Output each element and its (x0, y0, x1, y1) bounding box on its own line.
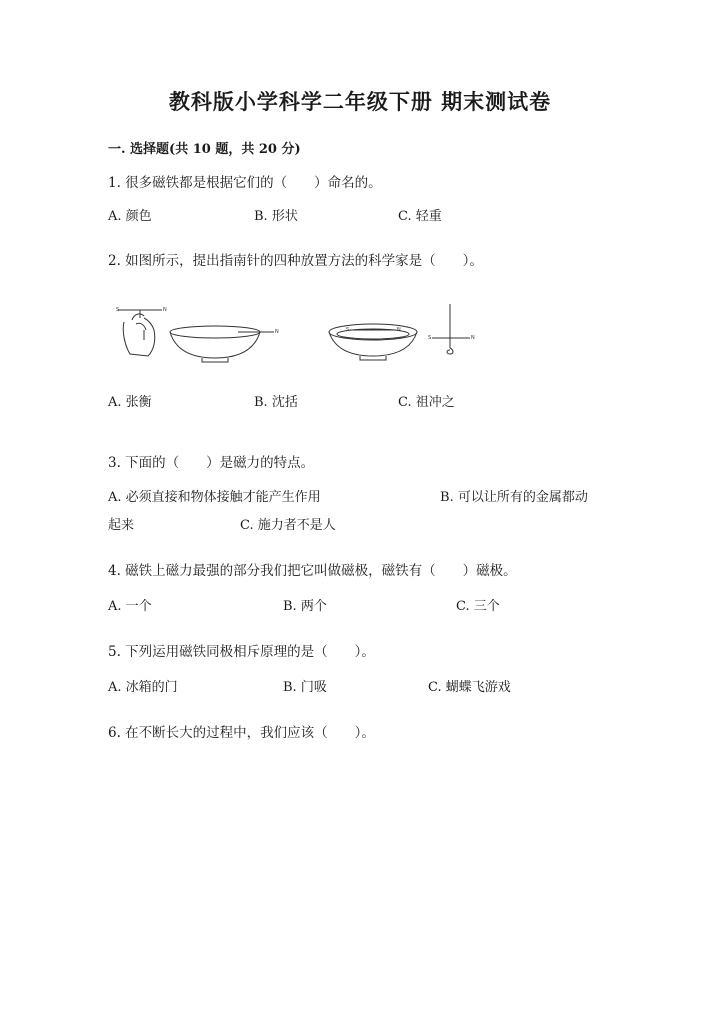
question-3: 3. 下面的（ ）是磁力的特点。 (108, 455, 315, 471)
q2-option-a: A. 张衡 (108, 395, 152, 410)
water-n-label: N (397, 327, 401, 333)
finger-n-label: N (163, 307, 167, 313)
q3-option-c: C. 施力者不是人 (240, 518, 336, 533)
q4-option-a: A. 一个 (108, 599, 152, 614)
q3-option-b-continued: 起来 (108, 518, 135, 533)
q4-option-c: C. 三个 (456, 599, 500, 614)
thread-n-label: N (471, 335, 475, 341)
water-s-label: S (346, 327, 350, 333)
q5-option-c: C. 蝴蝶飞游戏 (428, 680, 511, 695)
question-6: 6. 在不断长大的过程中，我们应该（ ）。 (108, 725, 375, 741)
q1-option-b: B. 形状 (254, 209, 298, 224)
q2-option-c: C. 祖冲之 (398, 395, 455, 410)
q1-option-c: C. 轻重 (398, 209, 442, 224)
bowl-rim-method-illustration (170, 326, 279, 362)
q3-option-b: B. 可以让所有的金属都动 (440, 490, 588, 505)
finger-s-label: S (116, 307, 120, 313)
rim-n-label: N (275, 329, 279, 335)
q4-option-b: B. 两个 (283, 599, 327, 614)
thread-method-illustration (428, 304, 475, 354)
water-method-illustration (329, 324, 417, 360)
thread-s-label: S (428, 335, 432, 341)
question-1: 1. 很多磁铁都是根据它们的（ ）命名的。 (108, 175, 382, 191)
q5-option-b: B. 门吸 (283, 680, 327, 695)
question-5: 5. 下列运用磁铁同极相斥原理的是（ ）。 (108, 644, 375, 660)
finger-method-illustration (116, 307, 167, 356)
question-2: 2. 如图所示，提出指南针的四种放置方法的科学家是（ ）。 (108, 253, 483, 269)
q3-option-a: A. 必须直接和物体接触才能产生作用 (108, 490, 321, 505)
question-4: 4. 磁铁上磁力最强的部分我们把它叫做磁极，磁铁有（ ）磁极。 (108, 563, 517, 579)
compass-methods-figure (110, 300, 490, 370)
page-title: 教科版小学科学二年级下册 期末测试卷 (168, 89, 552, 114)
q1-option-a: A. 颜色 (108, 209, 152, 224)
q2-option-b: B. 沈括 (254, 395, 298, 410)
q5-option-a: A. 冰箱的门 (108, 680, 178, 695)
section-heading: 一. 选择题(共 10 题，共 20 分) (108, 142, 301, 157)
